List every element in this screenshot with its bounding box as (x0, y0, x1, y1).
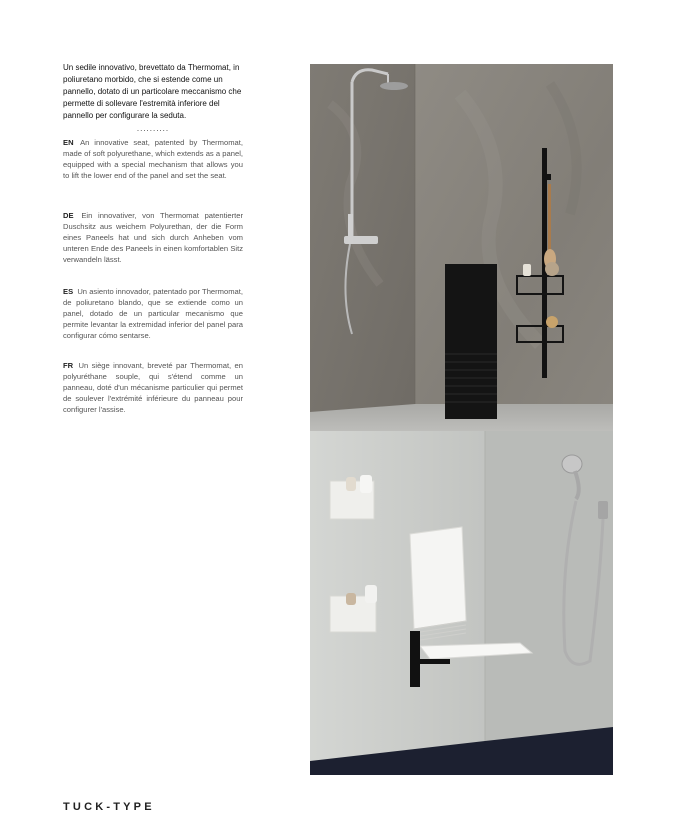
paragraph-fr (63, 360, 243, 415)
intro-italian: Un sedile innovativo, brevettato da Thermomat, in poliuretano morbido, che si estende come un pannello, dotato di un particolare meccanismo che permette di sollevare l'estremità inferiore del pannello per configurare la seduta. (63, 63, 242, 120)
photo-white-seat-shower (310, 431, 613, 775)
text-es: Un asiento innovador, patentado por Thermomat, de poliuretano blando, que se extiende como un panel, dotado de un particular mecanismo que permite levantar la extremidad inferior del panel para configurar cómo sentarse. (63, 287, 243, 340)
paragraph-en (63, 137, 243, 181)
lang-code-en: EN (63, 138, 74, 147)
text-de: Ein innovativer, von Thermomat patentierter Duschsitz aus weichem Polyurethan, der die Form eines Paneels hat und sich durch Anheben vom unteren Ende des Paneels in einen komfortablen Sitz verwandeln lässt. (63, 211, 243, 264)
lang-code-es: ES (63, 287, 74, 296)
lang-code-fr: FR (63, 361, 74, 370)
footer-title: TUCK-TYPE (63, 801, 155, 813)
text-column (63, 62, 243, 414)
separator-dots: .......... (136, 124, 170, 133)
photo-black-seat-shower (310, 64, 613, 431)
text-fr: Un siège innovant, breveté par Thermomat, en polyuréthane souple, qui s'étend comme un panneau, doté d'un mécanisme particulier qui permet de soulever l'extrémité inférieure du panneau pour configurer l'assise. (63, 361, 243, 414)
paragraph-es (63, 286, 243, 341)
text-en: An innovative seat, patented by Thermomat, made of soft polyurethane, which extends as a panel, equipped with a special mechanism that allows you to lift the lower end of the panel and set the seat. (63, 138, 243, 180)
lang-code-de: DE (63, 211, 74, 220)
paragraph-de (63, 210, 243, 265)
